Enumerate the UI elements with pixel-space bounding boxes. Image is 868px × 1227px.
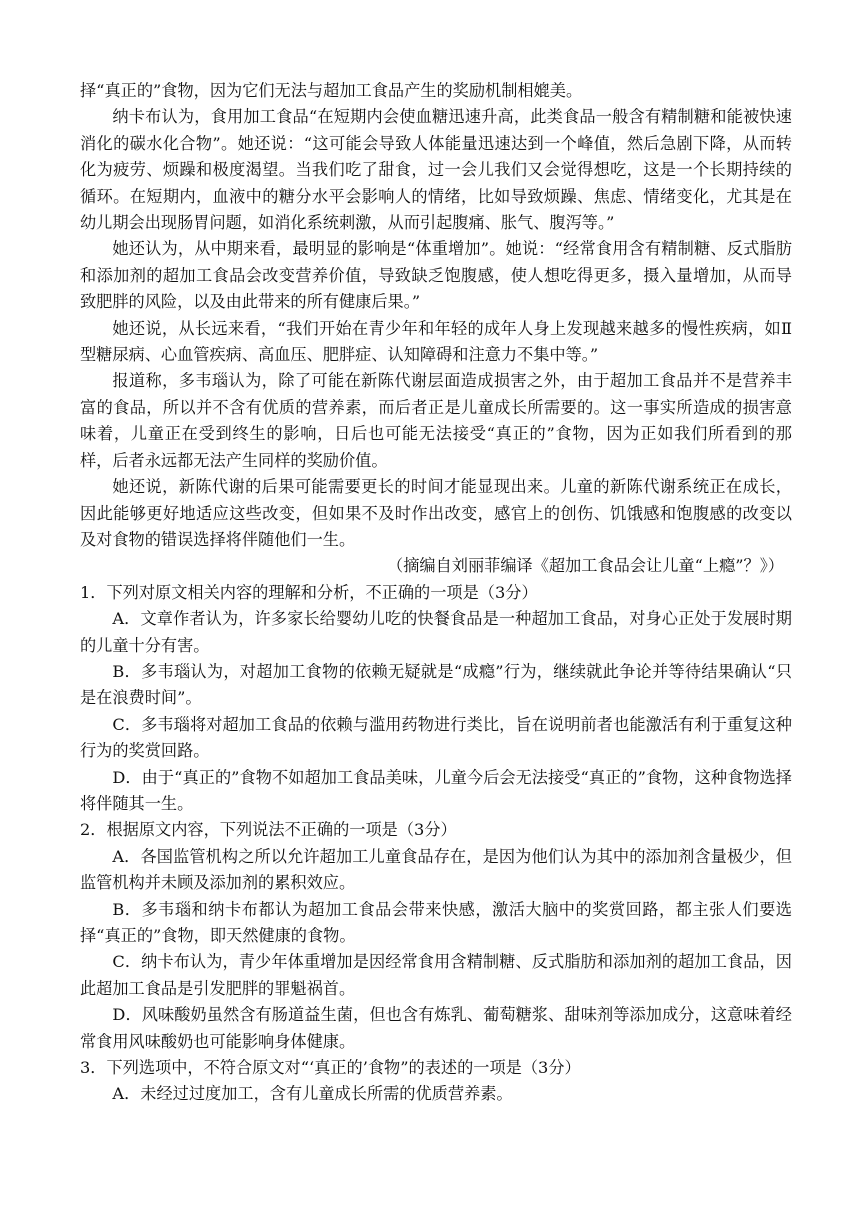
answer-option: C．纳卡布认为，青少年体重增加是因经常食用含精制糖、反式脂肪和添加剂的超加工食品，因此超加工食品是引发肥胖的罪魁祸首。 — [80, 952, 792, 998]
passage-paragraph: 纳卡布认为，食用加工食品“在短期内会使血糖迅速升高，此类食品一般含有精制糖和能被快速消化的碳水化合物”。她还说：“这可能会导致人体能量迅速达到一个峰值，然后急剧下降，从而转化为疲劳、烦躁和极度渴望。当我们吃了甜食，过一会儿我们又会觉得想吃，这是一个长期持续的循环。在短期内，血液中的糖分水平会影响人的情绪，比如导致烦躁、焦虑、情绪变化，尤其是在幼儿期会出现肠胃问题，如消化系统刺激，从而引起腹痛、胀气、腹泻等。” — [80, 107, 792, 233]
answer-option: B．多韦瑙和纳卡布都认为超加工食品会带来快感，激活大脑中的奖赏回路，都主张人们要选择“真正的”食物，即天然健康的食物。 — [80, 899, 792, 945]
question-stem: 3．下列选项中，不符合原文对“‘真正的’食物”的表述的一项是（3分） — [80, 1058, 581, 1078]
source-citation: （摘编自刘丽菲编译《超加工食品会让儿童“上瘾”？》） — [387, 556, 784, 576]
passage-paragraph: 报道称，多韦瑙认为，除了可能在新陈代谢层面造成损害之外，由于超加工食品并不是营养丰富的食品，所以并不含有优质的营养素，而后者正是儿童成长所需要的。这一事实所造成的损害意味着，儿童正在受到终生的影响，日后也可能无法接受“真正的”食物，因为正如我们所看到的那样，后者永远都无法产生同样的奖励价值。 — [80, 371, 792, 470]
question-stem: 2．根据原文内容，下列说法不正确的一项是（3分） — [80, 820, 457, 840]
question-block — [80, 580, 792, 818]
passage-paragraph: 她还认为，从中期来看，最明显的影响是“体重增加”。她说：“经常食用含有精制糖、反式脂肪和添加剂的超加工食品会改变营养价值，导致缺乏饱腹感，使人想吃得更多，摄入量增加，从而导致肥胖的风险，以及由此带来的所有健康后果。” — [80, 239, 792, 312]
passage-paragraph: 择“真正的”食物，因为它们无法与超加工食品产生的奖励机制相媲美。 — [80, 81, 583, 100]
question-block — [80, 817, 792, 1055]
answer-option: A．未经过过度加工，含有儿童成长所需的优质营养素。 — [112, 1084, 513, 1104]
answer-option: A．文章作者认为，许多家长给婴幼儿吃的快餐食品是一种超加工食品，对身心正处于发展时期的儿童十分有害。 — [80, 609, 792, 655]
document-body — [80, 78, 792, 1108]
answer-option: D．风味酸奶虽然含有肠道益生菌，但也含有炼乳、葡萄糖浆、甜味剂等添加成分，这意味着经常食用风味酸奶也可能影响身体健康。 — [80, 1005, 792, 1051]
answer-option: B．多韦瑙认为，对超加工食物的依赖无疑就是“成瘾”行为，继续就此争论并等待结果确认“只是在浪费时间”。 — [80, 661, 792, 708]
question-stem: 1．下列对原文相关内容的理解和分析，不正确的一项是（3分） — [80, 582, 538, 602]
passage-paragraph: 她还说，新陈代谢的后果可能需要更长的时间才能显现出来。儿童的新陈代谢系统正在成长，因此能够更好地适应这些改变，但如果不及时作出改变，感官上的创伤、饥饿感和饱腹感的改变以及对食物的错误选择将伴随他们一生。 — [80, 477, 792, 549]
answer-option: A．各国监管机构之所以允许超加工儿童食品存在，是因为他们认为其中的添加剂含量极少，但监管机构并未顾及添加剂的累积效应。 — [80, 846, 792, 893]
answer-option: D．由于“真正的”食物不如超加工食品美味，儿童今后会无法接受“真正的”食物，这种食物选择将伴随其一生。 — [80, 767, 792, 813]
passage-paragraph: 她还说，从长远来看，“我们开始在青少年和年轻的成年人身上发现越来越多的慢性疾病，如Ⅱ型糖尿病、心血管疾病、高血压、肥胖症、认知障碍和注意力不集中等。” — [80, 318, 792, 365]
answer-option: C．多韦瑙将对超加工食品的依赖与滥用药物进行类比，旨在说明前者也能激活有利于重复这种行为的奖赏回路。 — [80, 714, 792, 761]
question-block — [80, 1055, 792, 1108]
